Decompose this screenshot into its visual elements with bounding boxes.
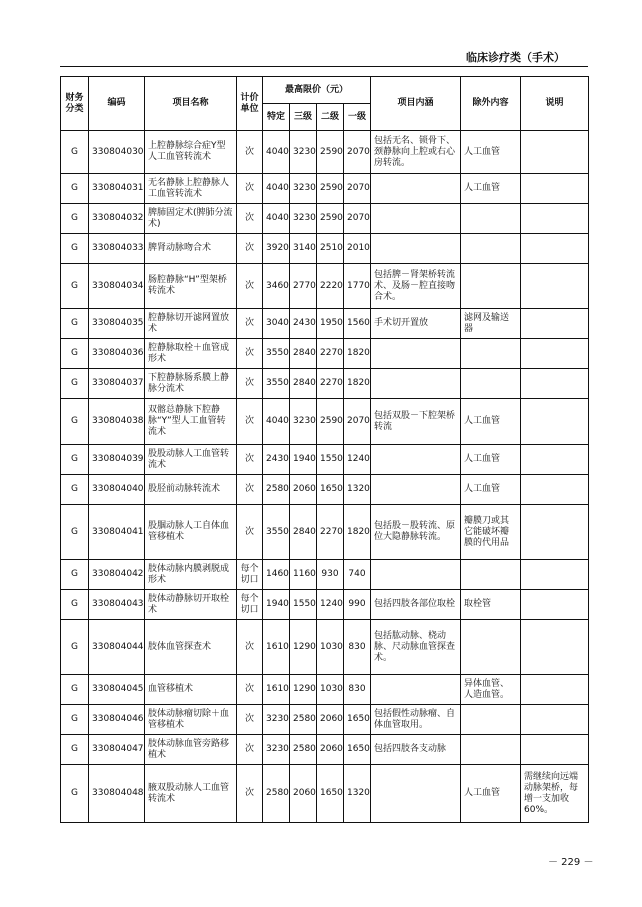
- table-body: [61, 131, 589, 823]
- row-code: 330804033: [89, 234, 145, 264]
- row-price-level3: 3230: [290, 204, 317, 234]
- row-code: 330804041: [89, 505, 145, 560]
- row-price-level1: 1320: [344, 475, 371, 505]
- table-row: [61, 131, 589, 174]
- row-note: [521, 675, 589, 705]
- row-unit: 次: [237, 735, 263, 765]
- header-category: 财务分类: [61, 77, 89, 131]
- row-excluded: 人工血管: [461, 475, 521, 505]
- row-content: [371, 174, 461, 204]
- row-price-special: 3550: [263, 369, 290, 399]
- row-price-level1: 2070: [344, 399, 371, 445]
- row-note: [521, 560, 589, 590]
- row-name: 股胫前动脉转流术: [145, 475, 237, 505]
- row-code: 330804038: [89, 399, 145, 445]
- row-code: 330804043: [89, 590, 145, 620]
- row-category: G: [61, 505, 89, 560]
- row-price-level2: 2060: [317, 705, 344, 735]
- row-price-level3: 2770: [290, 264, 317, 309]
- row-category: G: [61, 475, 89, 505]
- row-price-level2: 2270: [317, 339, 344, 369]
- row-content: 包括双股－下腔架桥转流: [371, 399, 461, 445]
- row-price-level2: 1650: [317, 765, 344, 823]
- row-content: 包括假性动脉瘤、自体血管取用。: [371, 705, 461, 735]
- row-excluded: [461, 620, 521, 675]
- row-unit: 次: [237, 399, 263, 445]
- row-price-level1: 1650: [344, 705, 371, 735]
- row-price-level2: 1030: [317, 675, 344, 705]
- header-level2: 二级: [317, 104, 344, 131]
- row-code: 330804039: [89, 445, 145, 475]
- row-price-level3: 2840: [290, 369, 317, 399]
- row-excluded: [461, 560, 521, 590]
- header-unit: 计价单位: [237, 77, 263, 131]
- table-row: [61, 445, 589, 475]
- row-price-special: 1610: [263, 675, 290, 705]
- row-name: 肢体动脉瘤切除＋血管移植术: [145, 705, 237, 735]
- row-price-level2: 1550: [317, 445, 344, 475]
- row-note: [521, 620, 589, 675]
- row-price-level1: 2070: [344, 131, 371, 174]
- row-category: G: [61, 264, 89, 309]
- row-code: 330804040: [89, 475, 145, 505]
- row-price-level1: 990: [344, 590, 371, 620]
- table-row: [61, 264, 589, 309]
- row-price-special: 4040: [263, 204, 290, 234]
- row-code: 330804030: [89, 131, 145, 174]
- row-excluded: 取栓管: [461, 590, 521, 620]
- row-excluded: [461, 264, 521, 309]
- row-excluded: [461, 705, 521, 735]
- row-content: [371, 369, 461, 399]
- row-price-level2: 2590: [317, 174, 344, 204]
- row-name: 上腔静脉综合症Y型人工血管转流术: [145, 131, 237, 174]
- row-note: [521, 264, 589, 309]
- row-content: 包括无名、锁骨下、颈静脉向上腔或右心房转流。: [371, 131, 461, 174]
- row-excluded: 人工血管: [461, 174, 521, 204]
- header-special: 特定: [263, 104, 290, 131]
- row-price-level1: 830: [344, 620, 371, 675]
- row-price-level3: 1290: [290, 620, 317, 675]
- row-name: 无名静脉上腔静脉人工血管转流术: [145, 174, 237, 204]
- row-name: 腔静脉切开滤网置放术: [145, 309, 237, 339]
- row-name: 腔静脉取栓＋血管成形术: [145, 339, 237, 369]
- row-content: 包括肱动脉、桡动脉、尺动脉血管探查术。: [371, 620, 461, 675]
- header-code: 编码: [89, 77, 145, 131]
- row-price-special: 2430: [263, 445, 290, 475]
- row-price-level1: 1650: [344, 735, 371, 765]
- row-unit: 次: [237, 204, 263, 234]
- row-price-special: 3550: [263, 339, 290, 369]
- row-name: 脾肾动脉吻合术: [145, 234, 237, 264]
- row-price-level1: 1820: [344, 369, 371, 399]
- table-row: [61, 765, 589, 823]
- row-unit: 次: [237, 620, 263, 675]
- row-price-level2: 1650: [317, 475, 344, 505]
- row-note: [521, 204, 589, 234]
- row-price-level3: 2430: [290, 309, 317, 339]
- table-row: [61, 705, 589, 735]
- row-price-level3: 1290: [290, 675, 317, 705]
- row-code: 330804035: [89, 309, 145, 339]
- row-price-level2: 2590: [317, 204, 344, 234]
- row-category: G: [61, 399, 89, 445]
- row-note: [521, 475, 589, 505]
- row-price-special: 1610: [263, 620, 290, 675]
- header-level3: 三级: [290, 104, 317, 131]
- table-row: [61, 204, 589, 234]
- table-row: [61, 675, 589, 705]
- row-code: 330804042: [89, 560, 145, 590]
- row-excluded: 人工血管: [461, 445, 521, 475]
- row-price-special: 4040: [263, 399, 290, 445]
- row-name: 肢体血管探查术: [145, 620, 237, 675]
- row-price-level1: 1560: [344, 309, 371, 339]
- row-price-level2: 1950: [317, 309, 344, 339]
- row-price-level3: 2060: [290, 765, 317, 823]
- row-price-level1: 1820: [344, 505, 371, 560]
- header-level1: 一级: [344, 104, 371, 131]
- row-price-special: 3040: [263, 309, 290, 339]
- table-row: [61, 560, 589, 590]
- table-row: [61, 475, 589, 505]
- row-code: 330804048: [89, 765, 145, 823]
- row-price-level3: 3140: [290, 234, 317, 264]
- row-price-level3: 3230: [290, 131, 317, 174]
- row-code: 330804046: [89, 705, 145, 735]
- row-category: G: [61, 620, 89, 675]
- row-code: 330804034: [89, 264, 145, 309]
- row-price-level3: 1940: [290, 445, 317, 475]
- row-category: G: [61, 131, 89, 174]
- row-content: 包括四肢各支动脉: [371, 735, 461, 765]
- row-price-level2: 930: [317, 560, 344, 590]
- row-note: [521, 399, 589, 445]
- row-note: [521, 735, 589, 765]
- table-row: [61, 590, 589, 620]
- row-code: 330804044: [89, 620, 145, 675]
- row-price-level1: 2070: [344, 204, 371, 234]
- row-category: G: [61, 445, 89, 475]
- row-name: 肠腔静脉“H”型架桥转流术: [145, 264, 237, 309]
- row-excluded: [461, 735, 521, 765]
- header-notes: 说明: [521, 77, 589, 131]
- row-content: [371, 445, 461, 475]
- row-price-special: 3460: [263, 264, 290, 309]
- row-content: [371, 560, 461, 590]
- row-code: 330804037: [89, 369, 145, 399]
- row-excluded: [461, 339, 521, 369]
- row-unit: 次: [237, 675, 263, 705]
- header-excluded: 除外内容: [461, 77, 521, 131]
- row-note: [521, 705, 589, 735]
- row-name: 双髂总静脉下腔静脉“Y”型人工血管转流术: [145, 399, 237, 445]
- row-category: G: [61, 369, 89, 399]
- row-price-level2: 2590: [317, 399, 344, 445]
- table-row: [61, 234, 589, 264]
- row-unit: 次: [237, 369, 263, 399]
- row-category: G: [61, 174, 89, 204]
- header-content: 项目内涵: [371, 77, 461, 131]
- row-note: [521, 445, 589, 475]
- row-name: 脾肺固定术(脾肺分流术): [145, 204, 237, 234]
- row-price-level3: 1550: [290, 590, 317, 620]
- row-note: [521, 339, 589, 369]
- row-content: [371, 204, 461, 234]
- row-unit: 次: [237, 505, 263, 560]
- row-price-special: 3230: [263, 735, 290, 765]
- row-code: 330804032: [89, 204, 145, 234]
- row-note: 需继续向远端动脉架桥，每增一支加收60%。: [521, 765, 589, 823]
- row-content: 手术切开置放: [371, 309, 461, 339]
- row-unit: 次: [237, 131, 263, 174]
- row-name: 血管移植术: [145, 675, 237, 705]
- price-table: [60, 76, 589, 823]
- table-row: [61, 399, 589, 445]
- row-code: 330804045: [89, 675, 145, 705]
- header-rule: [60, 66, 588, 67]
- row-price-level2: 1240: [317, 590, 344, 620]
- row-excluded: 异体血管、人造血管。: [461, 675, 521, 705]
- row-price-special: 2580: [263, 765, 290, 823]
- row-category: G: [61, 675, 89, 705]
- row-note: [521, 590, 589, 620]
- row-note: [521, 234, 589, 264]
- row-price-level1: 740: [344, 560, 371, 590]
- row-price-level1: 1770: [344, 264, 371, 309]
- row-category: G: [61, 339, 89, 369]
- row-category: G: [61, 560, 89, 590]
- row-unit: 次: [237, 445, 263, 475]
- header-name: 项目名称: [145, 77, 237, 131]
- row-code: 330804031: [89, 174, 145, 204]
- row-price-level2: 1030: [317, 620, 344, 675]
- row-price-special: 1940: [263, 590, 290, 620]
- row-price-special: 4040: [263, 174, 290, 204]
- table-row: [61, 174, 589, 204]
- row-price-special: 1460: [263, 560, 290, 590]
- row-unit: 次: [237, 264, 263, 309]
- row-note: [521, 369, 589, 399]
- row-code: 330804047: [89, 735, 145, 765]
- row-price-level3: 2580: [290, 735, 317, 765]
- row-excluded: 人工血管: [461, 131, 521, 174]
- row-unit: 次: [237, 705, 263, 735]
- row-unit: 次: [237, 765, 263, 823]
- table-row: [61, 309, 589, 339]
- row-excluded: [461, 234, 521, 264]
- row-excluded: [461, 369, 521, 399]
- row-price-level2: 2510: [317, 234, 344, 264]
- row-unit: 次: [237, 475, 263, 505]
- row-name: 肢体动脉内膜剥脱成形术: [145, 560, 237, 590]
- row-excluded: 滤网及输送器: [461, 309, 521, 339]
- row-price-level1: 1320: [344, 765, 371, 823]
- row-price-special: 3230: [263, 705, 290, 735]
- row-note: [521, 174, 589, 204]
- row-excluded: [461, 204, 521, 234]
- row-content: 包括脾－肾架桥转流术、及肠－腔直接吻合术。: [371, 264, 461, 309]
- table-row: [61, 339, 589, 369]
- row-unit: 次: [237, 309, 263, 339]
- row-price-level1: 2010: [344, 234, 371, 264]
- row-price-level2: 2270: [317, 369, 344, 399]
- row-unit: 每个切口: [237, 590, 263, 620]
- row-category: G: [61, 309, 89, 339]
- row-content: [371, 339, 461, 369]
- row-category: G: [61, 765, 89, 823]
- row-price-level3: 1160: [290, 560, 317, 590]
- row-price-level2: 2060: [317, 735, 344, 765]
- row-content: [371, 675, 461, 705]
- row-price-level1: 2070: [344, 174, 371, 204]
- row-name: 股股动脉人工血管转流术: [145, 445, 237, 475]
- row-price-level2: 2220: [317, 264, 344, 309]
- row-excluded: 瓣膜刀或其它能破坏瓣膜的代用品: [461, 505, 521, 560]
- row-price-level1: 1240: [344, 445, 371, 475]
- row-name: 肢体动静脉切开取栓术: [145, 590, 237, 620]
- section-header: 临床诊疗类（手术）: [466, 51, 565, 64]
- row-price-level2: 2590: [317, 131, 344, 174]
- row-price-level3: 3230: [290, 399, 317, 445]
- row-content: [371, 765, 461, 823]
- row-note: [521, 309, 589, 339]
- table-row: [61, 735, 589, 765]
- row-note: [521, 505, 589, 560]
- row-price-special: 2580: [263, 475, 290, 505]
- row-excluded: 人工血管: [461, 399, 521, 445]
- row-content: 包括四肢各部位取栓: [371, 590, 461, 620]
- table-row: [61, 620, 589, 675]
- row-content: [371, 234, 461, 264]
- row-content: [371, 475, 461, 505]
- row-name: 股腘动脉人工自体血管移植术: [145, 505, 237, 560]
- row-price-special: 4040: [263, 131, 290, 174]
- row-price-level3: 2840: [290, 505, 317, 560]
- table-row: [61, 369, 589, 399]
- row-price-level1: 830: [344, 675, 371, 705]
- row-price-level3: 2840: [290, 339, 317, 369]
- page-number: － 229 －: [548, 857, 594, 868]
- row-price-level3: 2060: [290, 475, 317, 505]
- row-category: G: [61, 705, 89, 735]
- row-name: 肢体动脉血管旁路移植术: [145, 735, 237, 765]
- row-price-special: 3550: [263, 505, 290, 560]
- row-category: G: [61, 590, 89, 620]
- row-excluded: 人工血管: [461, 765, 521, 823]
- table-row: [61, 505, 589, 560]
- row-content: 包括股－股转流、原位大隐静脉转流。: [371, 505, 461, 560]
- row-unit: 次: [237, 339, 263, 369]
- row-category: G: [61, 735, 89, 765]
- row-category: G: [61, 204, 89, 234]
- row-price-level3: 3230: [290, 174, 317, 204]
- row-name: 下腔静脉肠系膜上静脉分流术: [145, 369, 237, 399]
- row-note: [521, 131, 589, 174]
- row-category: G: [61, 234, 89, 264]
- row-unit: 每个切口: [237, 560, 263, 590]
- row-price-level3: 2580: [290, 705, 317, 735]
- row-price-level2: 2270: [317, 505, 344, 560]
- row-unit: 次: [237, 234, 263, 264]
- header-price-group: 最高限价（元）: [263, 77, 371, 104]
- row-unit: 次: [237, 174, 263, 204]
- row-price-level1: 1820: [344, 339, 371, 369]
- row-code: 330804036: [89, 339, 145, 369]
- row-price-special: 3920: [263, 234, 290, 264]
- row-name: 腋双股动脉人工血管转流术: [145, 765, 237, 823]
